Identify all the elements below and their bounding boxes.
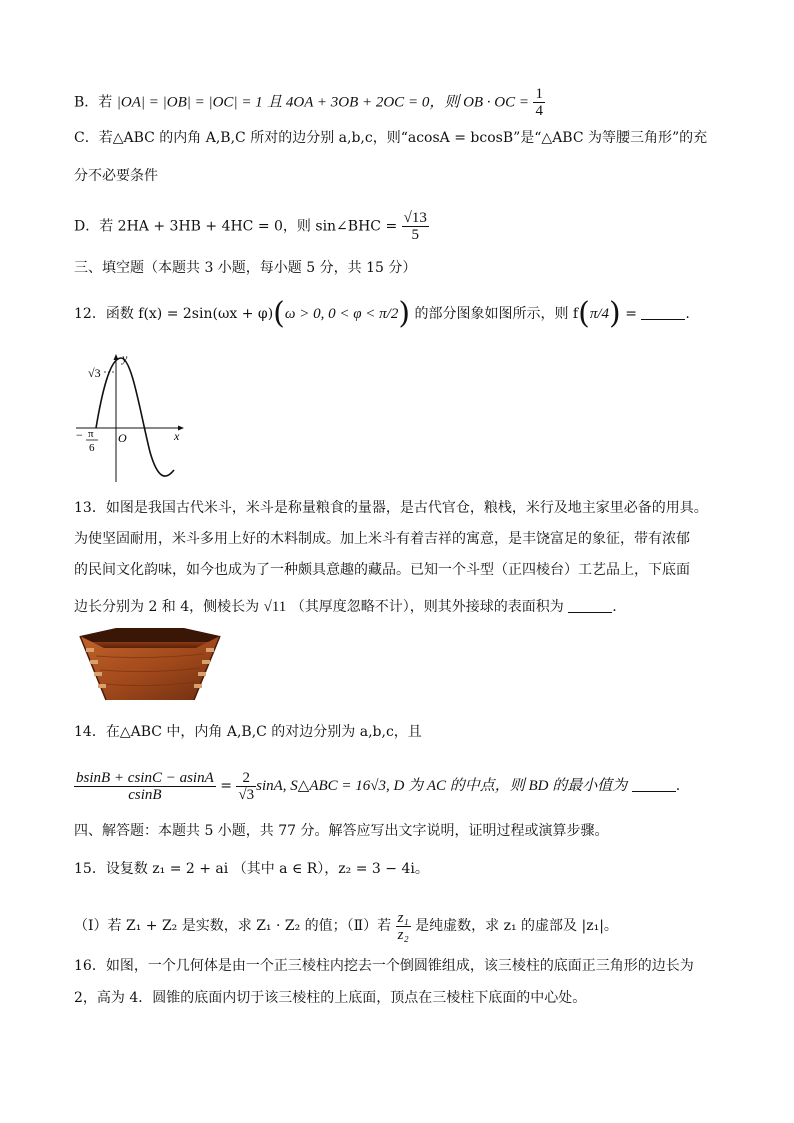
question-14-line2: $\frac{bsinB + csinC - asinA}{csinB}$ = $\frac{2}{√3}$ sinA, S△ABC = 16√3, D 为 AC 的中点，则 BD 的最小值为 . bbox=[76, 769, 681, 803]
question-16-line2: 2，高为 4．圆锥的底面内切于该三棱柱的上底面，顶点在三棱柱下底面的中心处。 bbox=[74, 990, 587, 1006]
option-b-answer-fraction: $\frac{1}{4}$ bbox=[535, 86, 543, 119]
q12-graph bbox=[74, 352, 186, 482]
q13-answer-blank bbox=[568, 598, 612, 613]
option-b bbox=[74, 86, 545, 119]
option-c-line2: 分不必要条件 bbox=[74, 168, 158, 184]
question-13-line1: 13．如图是我国古代米斗，米斗是称量粮食的量器，是古代官仓，粮栈，米行及地主家里必备的用具。 bbox=[74, 500, 708, 516]
lateral-edge-root: √11 bbox=[263, 599, 287, 615]
q12-answer-blank bbox=[641, 305, 685, 320]
question-13-line4: 边长分别为 2 和 4，侧棱长为 √11 （其厚度忽略不计），则其外接球的表面积为 . bbox=[74, 599, 617, 615]
xmin-num: π bbox=[88, 428, 94, 440]
section-3-heading: 三、填空题（本题共 3 小题，每小题 5 分，共 15 分） bbox=[74, 260, 417, 276]
origin-label: O bbox=[118, 431, 127, 445]
option-d-text: D．若 2HA + 3HB + 4HC = 0，则 sin∠BHC = bbox=[74, 218, 398, 235]
question-16-line1: 16．如图，一个几何体是由一个正三棱柱内挖去一个倒圆锥组成，该三棱柱的底面正三角形的边长为 bbox=[74, 958, 694, 974]
sine-curve bbox=[96, 358, 174, 476]
q15-fraction: $\frac{\text{z₁}}{\text{z₂}}$ bbox=[397, 909, 409, 943]
option-d bbox=[74, 210, 429, 243]
option-b-equality: |OA| = |OB| = |OC| = 1 bbox=[116, 94, 263, 111]
option-c-line1: C．若△ABC 的内角 A,B,C 所对的边分别 a,b,c，则“acosA = bcosB”是“△ABC 为等腰三角形”的充 bbox=[74, 130, 708, 146]
q14-coefficient-fraction: $\frac{2}{√3}$ bbox=[238, 769, 255, 803]
x-label: x bbox=[174, 429, 180, 443]
q14-main-fraction: $\frac{bsinB + csinC - asinA}{csinB}$ bbox=[76, 769, 214, 803]
question-14-line1: 14．在△ABC 中，内角 A,B,C 的对边分别为 a,b,c，且 bbox=[74, 724, 422, 740]
q14-answer-blank bbox=[632, 777, 676, 792]
option-d-answer-fraction: $\frac{√13}{5}$ bbox=[403, 210, 427, 243]
rice-measure-image bbox=[76, 626, 224, 706]
question-13-line2: 为使坚固耐用，米斗多用上好的木料制成。加上米斗有着吉祥的寓意，是丰饶富足的象征，带有浓郁 bbox=[74, 531, 690, 547]
measure-inner-wall bbox=[92, 642, 208, 648]
measure-opening bbox=[80, 628, 220, 642]
question-15-line2: （Ⅰ）若 Z₁ + Z₂ 是实数，求 Z₁ · Z₂ 的值；（Ⅱ）若 $\frac{\text{z₁}}{\text{z₂}}$ 是纯虚数，求 z₁ 的虚部及 |z₁|。 bbox=[74, 909, 618, 943]
section-4-heading: 四、解答题：本题共 5 小题，共 77 分。解答应写出文字说明，证明过程或演算步骤。 bbox=[74, 823, 609, 839]
xmin-den: 6 bbox=[89, 442, 95, 454]
option-b-condition: 且 4OA + 3OB + 2OC = 0，则 OB · OC = bbox=[267, 94, 530, 111]
ymax-label: √3 bbox=[88, 366, 101, 380]
option-b-label: B．若 bbox=[74, 94, 113, 111]
y-label: y bbox=[122, 352, 128, 365]
xmin-sign: − bbox=[76, 428, 83, 442]
question-12: 12．函数 f(x) = 2sin(ωx + φ)(ω > 0, 0 < φ < π/2) 的部分图象如图所示，则 f(π/4) = . bbox=[74, 296, 690, 331]
question-13-line3: 的民间文化韵味，如今也成为了一种颇具意趣的藏品。已知一个斗型（正四棱台）工艺品上，下底面 bbox=[74, 562, 690, 578]
question-15-line1: 15．设复数 z₁ = 2 + ai （其中 a ∈ R），z₂ = 3 − 4i。 bbox=[74, 861, 429, 877]
